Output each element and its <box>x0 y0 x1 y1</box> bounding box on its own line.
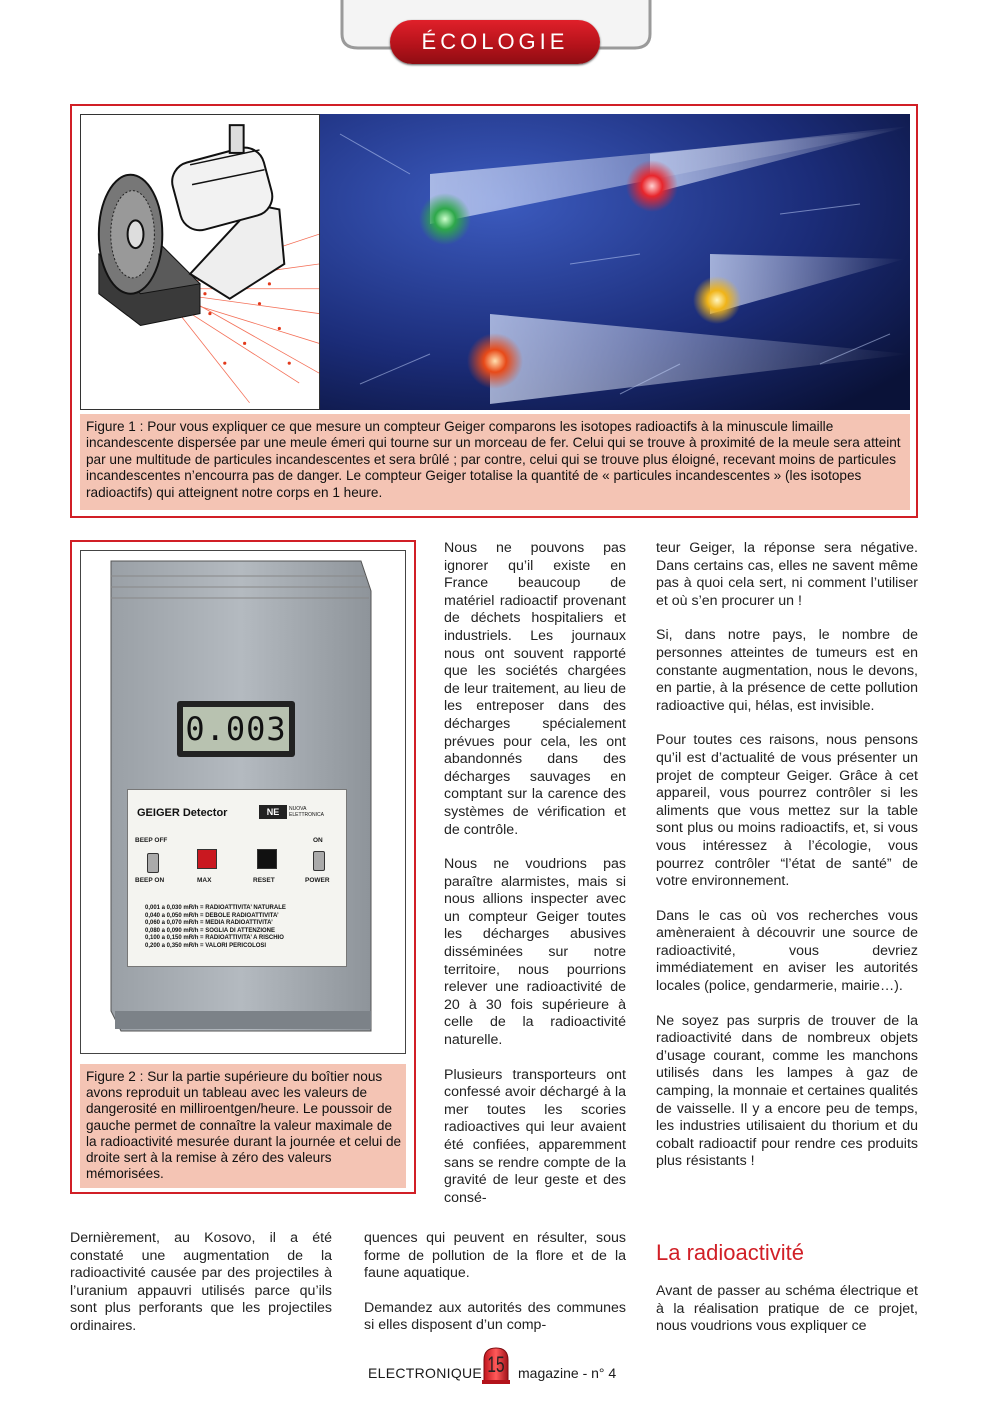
lcd-display: 0.003 <box>183 707 289 751</box>
ne-logo-sub: NUOVA ELETTRONICA <box>289 806 325 818</box>
label-beep-off: BEEP OFF <box>135 837 168 844</box>
paragraph: Nous ne voudrions pas paraître alarmistes, mais si nous allions inspecter avec un compteur Geiger toutes les décharges abusives disséminées sur notre territoire, nous pourrions relever une radioactivité de 20 à 30 fois supérieure à celle de la radioactivité naturelle. <box>444 856 626 1049</box>
grinder-illustration <box>80 114 320 410</box>
power-toggle-switch[interactable] <box>313 851 325 871</box>
figure-2-caption: Figure 2 : Sur la partie supérieure du boîtier nous avons reproduit un tableau avec les valeurs de dangerosité en milliroentgen/heure. Le poussoir de gauche permet de connaître la valeur maximale de la radioactivité mesurée durant la journée et celui de droite sert à la remise à zéro des valeurs mémorisées. <box>86 1069 402 1182</box>
danger-row: 0,200 a 0,350 mR/h = VALORI PERICOLOSI <box>145 942 267 949</box>
footer-magazine-name: ELECTRONIQUE <box>368 1365 483 1381</box>
danger-row: 0,080 a 0,090 mR/h = SOGLIA DI ATTENZIONE <box>145 927 275 934</box>
beep-toggle-switch[interactable] <box>147 853 159 873</box>
label-power: POWER <box>305 877 330 884</box>
section-title: ÉCOLOGIE <box>421 29 569 54</box>
paragraph: Dernièrement, au Kosovo, il a été constaté une augmentation de la radioactivité causée par des projectiles à l’uranium appauvri utilisés parce qu’ils sont plus perforants que les projectiles ordinaires. <box>70 1230 332 1334</box>
left-column-bottom <box>70 1230 332 1353</box>
danger-row: 0,001 a 0,030 mR/h = RADIOATTIVITA’ NATURALE <box>145 905 286 911</box>
paragraph: teur Geiger, la réponse sera négative. Dans certains cas, elles ne savent même pas à quoi cela sert, ni comment l’utiliser et où s’en procurer un ! <box>656 540 918 609</box>
max-button[interactable] <box>197 849 217 869</box>
device-brand: GEIGER Detector <box>137 807 228 819</box>
middle-column-bottom <box>364 1230 626 1352</box>
paragraph: Pour toutes ces raisons, nous pensons qu’il est d’actualité de vous présenter un projet de compteur Geiger. Grâce à cet appareil, vous pourrez contrôler si les aliments que vous mettez sur la table sont plus ou moins radioactifs, et, si vous vous intéressez à l’écologie, vous pourrez contrôler “l’état de santé” de votre environnement. <box>656 732 918 890</box>
label-on: ON <box>313 837 323 844</box>
paragraph: Nous ne pouvons pas ignorer qu’il existe en France beaucoup de matériel radioactif provenant de déchets hospitaliers et industriels. Les journaux nous ont souvent rapporté que les sociétés chargées de leur traitement, au lieu de les entreposer dans des décharges spécialement prévues pour cela, les ont abandonnés dans des décharges sauvages en comptant sur la carence des systèmes de vérification et de contrôle. <box>444 540 626 838</box>
paragraph: Plusieurs transporteurs ont confessé avoir déchargé à la mer toutes les scories radioactives qui leur avaient été confiées, apparemment sans se rendre compte de la gravité de leur geste et des consé- <box>444 1066 626 1206</box>
middle-column <box>444 540 626 1207</box>
danger-row: 0,060 a 0,070 mR/h = MEDIA RADIOATTIVITA’ <box>145 920 273 927</box>
isotopes-space-illustration <box>320 114 910 410</box>
right-column-bottom <box>656 1283 918 1353</box>
footer-issue: magazine - n° 4 <box>518 1365 617 1381</box>
paragraph: Dans le cas où vos recherches vous amèneraient à découvrir une source de radioactivité, vous devriez immédiatement en aviser les autorités locales (police, gendarmerie, mairie…). <box>656 907 918 995</box>
danger-row: 0,100 a 0,150 mR/h = RADIOATTIVITA’ A RISCHIO <box>145 935 284 942</box>
reset-button[interactable] <box>257 849 277 869</box>
label-beep-on: BEEP ON <box>135 877 165 884</box>
section-heading: La radioactivité <box>656 1240 804 1265</box>
paragraph: Avant de passer au schéma électrique et à la réalisation pratique de ce projet, nous voudrions vous expliquer ce <box>656 1283 918 1335</box>
ne-logo: NE <box>259 805 287 819</box>
danger-row: 0,040 a 0,050 mR/h = DEBOLE RADIOATTIVITA’ <box>145 912 279 919</box>
paragraph: Si, dans notre pays, le nombre de personnes atteintes de tumeurs est en constante augmentation, nous le devons, en partie, à la présence de cette pollution radioactive qui, hélas, est invisible. <box>656 627 918 714</box>
right-column <box>656 540 918 1188</box>
paragraph: Demandez aux autorités des communes si elles disposent d’un comp- <box>364 1299 626 1334</box>
label-max: MAX <box>197 877 212 884</box>
geiger-device-photo <box>80 550 406 1054</box>
figure-1-caption: Figure 1 : Pour vous expliquer ce que mesure un compteur Geiger comparons les isotopes radioactifs à la minuscule limaille incandescente dispersée par une meule émeri qui tourne sur un morceau de fer. Celui qui se trouve à proximité de la meule sera atteint par une multitude de particules incandescentes et sera brûlé ; par contre, celui qui se trouve plus éloigné, recevant moins de particules incandescentes n’encourra pas de danger. Le compteur Geiger totalise la quantité de « particules incandescentes » (les isotopes radioactifs) qui atteignent notre corps en 1 heure. <box>86 419 901 500</box>
danger-table <box>145 905 341 951</box>
page-number: 15 <box>487 1352 505 1377</box>
paragraph: Ne soyez pas surpris de trouver de la radioactivité dans de nombreux objets d’usage courant, comme les manchons utilisés dans les lampes à gaz de camping, la monnaie et certaines qualités de vaisselle. Il y a encore peu de temps, les industries utilisaient du thorium et du cobalt radioactif pour rendre ces produits plus résistants ! <box>656 1012 918 1170</box>
label-reset: RESET <box>253 877 275 884</box>
paragraph: quences qui peuvent en résulter, sous forme de pollution de la flore et de la faune aquatique. <box>364 1230 626 1282</box>
